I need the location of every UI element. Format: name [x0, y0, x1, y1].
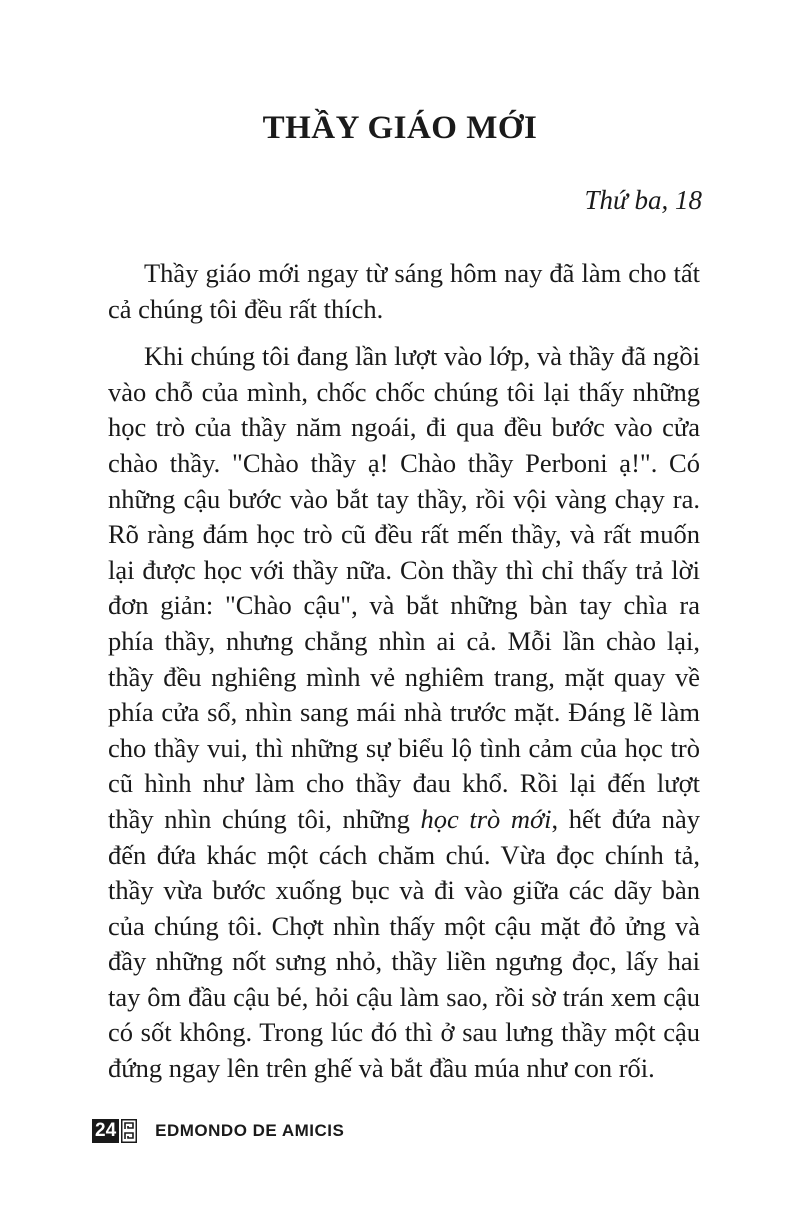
author-name: EDMONDO DE AMICIS: [155, 1121, 345, 1140]
greek-key-ornament-icon: [121, 1119, 137, 1143]
paragraph-2-text-end: , hết đứa này đến đứa khác một cách chăm chú. Vừa đọc chính tả, thầy vừa bước xuống bục và đi vào giữa các dãy bàn của chúng tôi. Chợt nhìn thấy một cậu mặt đỏ ửng và đầy những nốt sưng nhỏ, thầy liền ngưng đọc, lấy hai tay ôm đầu cậu bé, hỏi cậu làm sao, rồi sờ trán xem cậu có sốt không. Trong lúc đó thì ở sau lưng thầy một cậu đứng ngay lên trên ghế và bắt đầu múa như con rối.: [108, 803, 700, 1084]
paragraph-2-text-start: Khi chúng tôi đang lần lượt vào lớp, và thầy đã ngồi vào chỗ của mình, chốc chốc chúng tôi lại thấy những học trò của thầy năm ngoái, đi qua đều bước vào cửa chào thầy. "Chào thầy ạ! Chào thầy Perboni ạ!". Có những cậu bước vào bắt tay thầy, rồi vội vàng chạy ra. Rõ ràng đám học trò cũ đều rất mến thầy, và rất muốn lại được học với thầy nữa. Còn thầy thì chỉ thấy trả lời đơn giản: "Chào cậu", và bắt những bàn tay chìa ra phía thầy, nhưng chẳng nhìn ai cả. Mỗi lần chào lại, thầy đều nghiêng mình vẻ nghiêm trang, mặt quay về phía cửa sổ, nhìn sang mái nhà trước mặt. Đáng lẽ làm cho thầy vui, thì những sự biểu lộ tình cảm của học trò cũ hình như làm cho thầy đau khổ. Rồi lại đến lượt thầy nhìn chúng tôi, những: [108, 341, 700, 834]
paragraph-1: Thầy giáo mới ngay từ sáng hôm nay đã làm cho tất cả chúng tôi đều rất thích.: [108, 258, 700, 324]
emphasized-phrase: học trò mới: [420, 803, 552, 834]
chapter-title: THẦY GIÁO MỚI: [262, 110, 538, 146]
diary-date: Thứ ba, 18: [584, 185, 702, 215]
paragraph-2: [108, 339, 700, 1086]
page-footer: [92, 1116, 344, 1146]
page-number: 24: [92, 1119, 119, 1143]
chapter-body: [108, 256, 700, 1087]
